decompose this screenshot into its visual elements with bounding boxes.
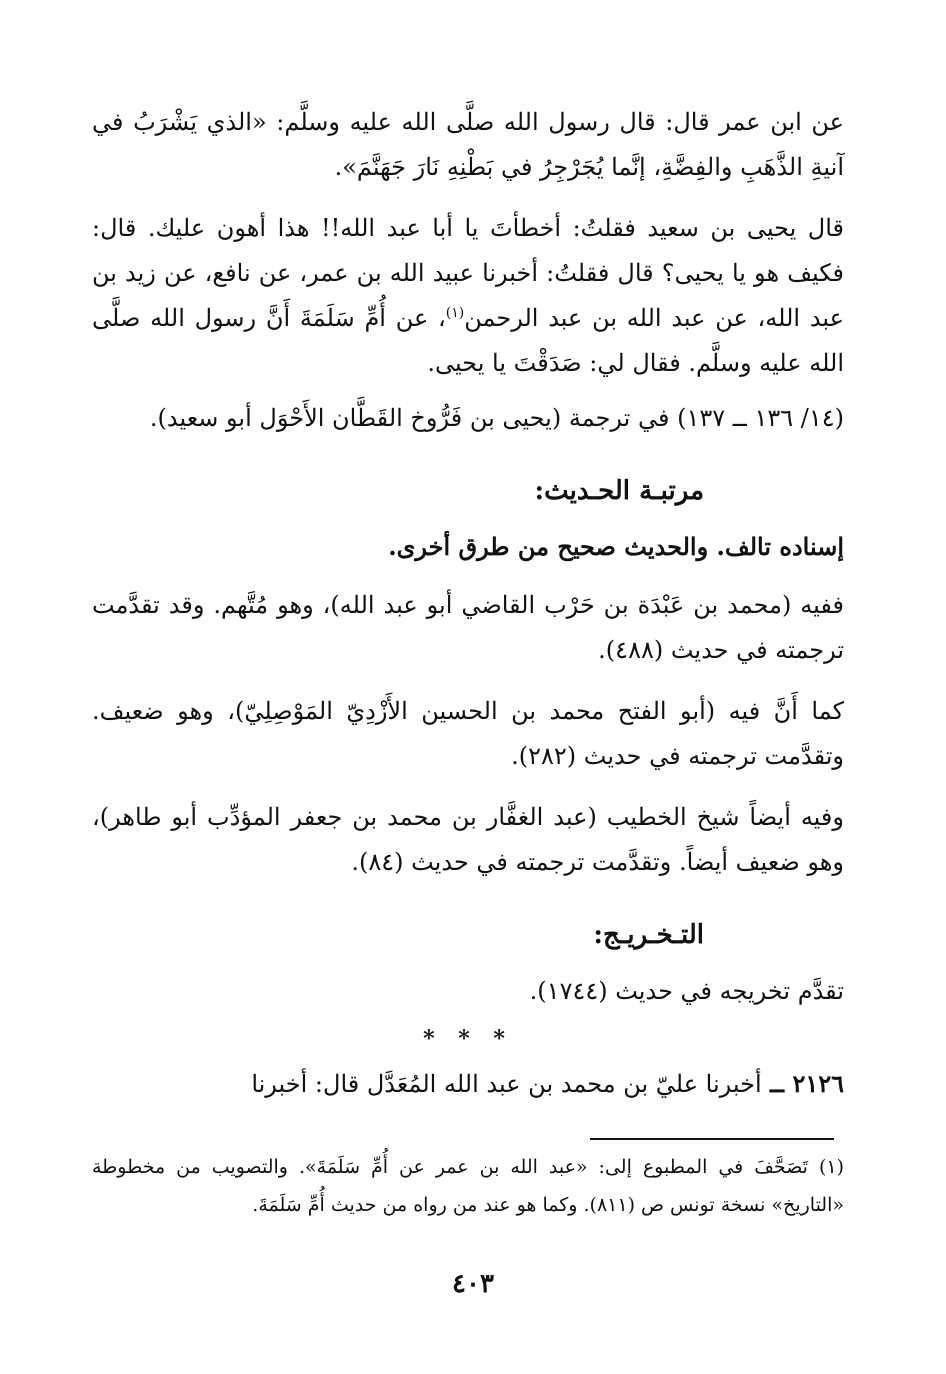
narration-part-1: قال يحيى بن سعيد فقلتُ: أخطأتَ يا أبا عبد الله!! هذا أهون عليك. قال: فكيف هو يا يحيى؟ قال فقلتُ: أخبرنا عبيد الله بن عمر، عن نافع، عن زيد بن عبد الله، عن عبد الله بن عبد الرحمن xyxy=(92,214,844,332)
hadith-isnad: أخبرنا عليّ بن محمد بن عبد الله المُعَدَّل قال: أخبرنا xyxy=(251,1070,762,1098)
paragraph-takhrij: تقدَّم تخريجه في حديث (١٧٤٤). xyxy=(529,977,844,1005)
footnote-1: (١) تَصَحَّفَ في المطبوع إلى: «عبد الله بن عمر عن أُمِّ سَلَمَةَ». والتصويب من مخطوطة «التاريخ» نسخة تونس ص (٨١١). وكما هو عند من رواه من حديث أُمِّ سَلَمَةَ. xyxy=(92,1156,844,1216)
paragraph-narrator-1: ففيه (محمد بن عَبْدَة بن حَرْب القاضي أبو عبد الله)، وهو مُتَّهم. وقد تقدَّمت ترجمته في حديث (٤٨٨). xyxy=(92,591,844,664)
paragraph-source-reference: (١٤/ ١٣٦ ــ ١٣٧) في ترجمة (يحيى بن فَرُّوخ القَطَّان الأَحْوَل أبو سعيد). xyxy=(149,404,844,432)
paragraph-hadith-text: عن ابن عمر قال: قال رسول الله صلَّى الله عليه وسلَّم: «الذي يَشْرَبُ في آنيةِ الذَّهَبِ والفِضَّةِ، إنَّما يُجَرْجِرُ في بَطْنِهِ نَارَ جَهَنَّمَ». xyxy=(92,108,844,181)
heading-hadith-rank: مرتبـة الحـديث: xyxy=(534,476,704,506)
paragraph-yahya-narration xyxy=(92,206,844,386)
footnote-ref-1[interactable]: (١) xyxy=(445,305,465,321)
next-hadith-start xyxy=(92,1062,844,1106)
heading-takhrij: التـخـريـج: xyxy=(593,920,704,950)
hadith-number: ٢١٢٦ xyxy=(792,1069,844,1098)
paragraph-narrator-2: كما أَنَّ فيه (أبو الفتح محمد بن الحسين الأَزْدِيّ المَوْصِلِيّ)، وهو ضعيف. وتقدَّمت ترجمته في حديث (٢٨٢). xyxy=(92,697,844,770)
hadith-dash: ــ xyxy=(761,1069,793,1098)
footnote-divider xyxy=(590,1138,834,1140)
narration-part-2: ، عن أُمِّ سَلَمَةَ أَنَّ رسول الله صلَّى الله عليه وسلَّم. فقال لي: صَدَقْتَ يا يحيى. xyxy=(92,304,844,377)
paragraph-narrator-3: وفيه أيضاً شيخ الخطيب (عبد الغفَّار بن محمد بن جعفر المؤدِّب أبو طاهر)، وهو ضعيف أيضاً. وتقدَّمت ترجمته في حديث (٨٤). xyxy=(92,803,844,876)
page-body xyxy=(92,100,844,1106)
page-number: ٤٠٣ xyxy=(452,1269,494,1299)
rank-verdict: إسناده تالف. والحديث صحيح من طرق أخرى. xyxy=(388,532,844,561)
section-separator: * * * xyxy=(423,1026,513,1052)
